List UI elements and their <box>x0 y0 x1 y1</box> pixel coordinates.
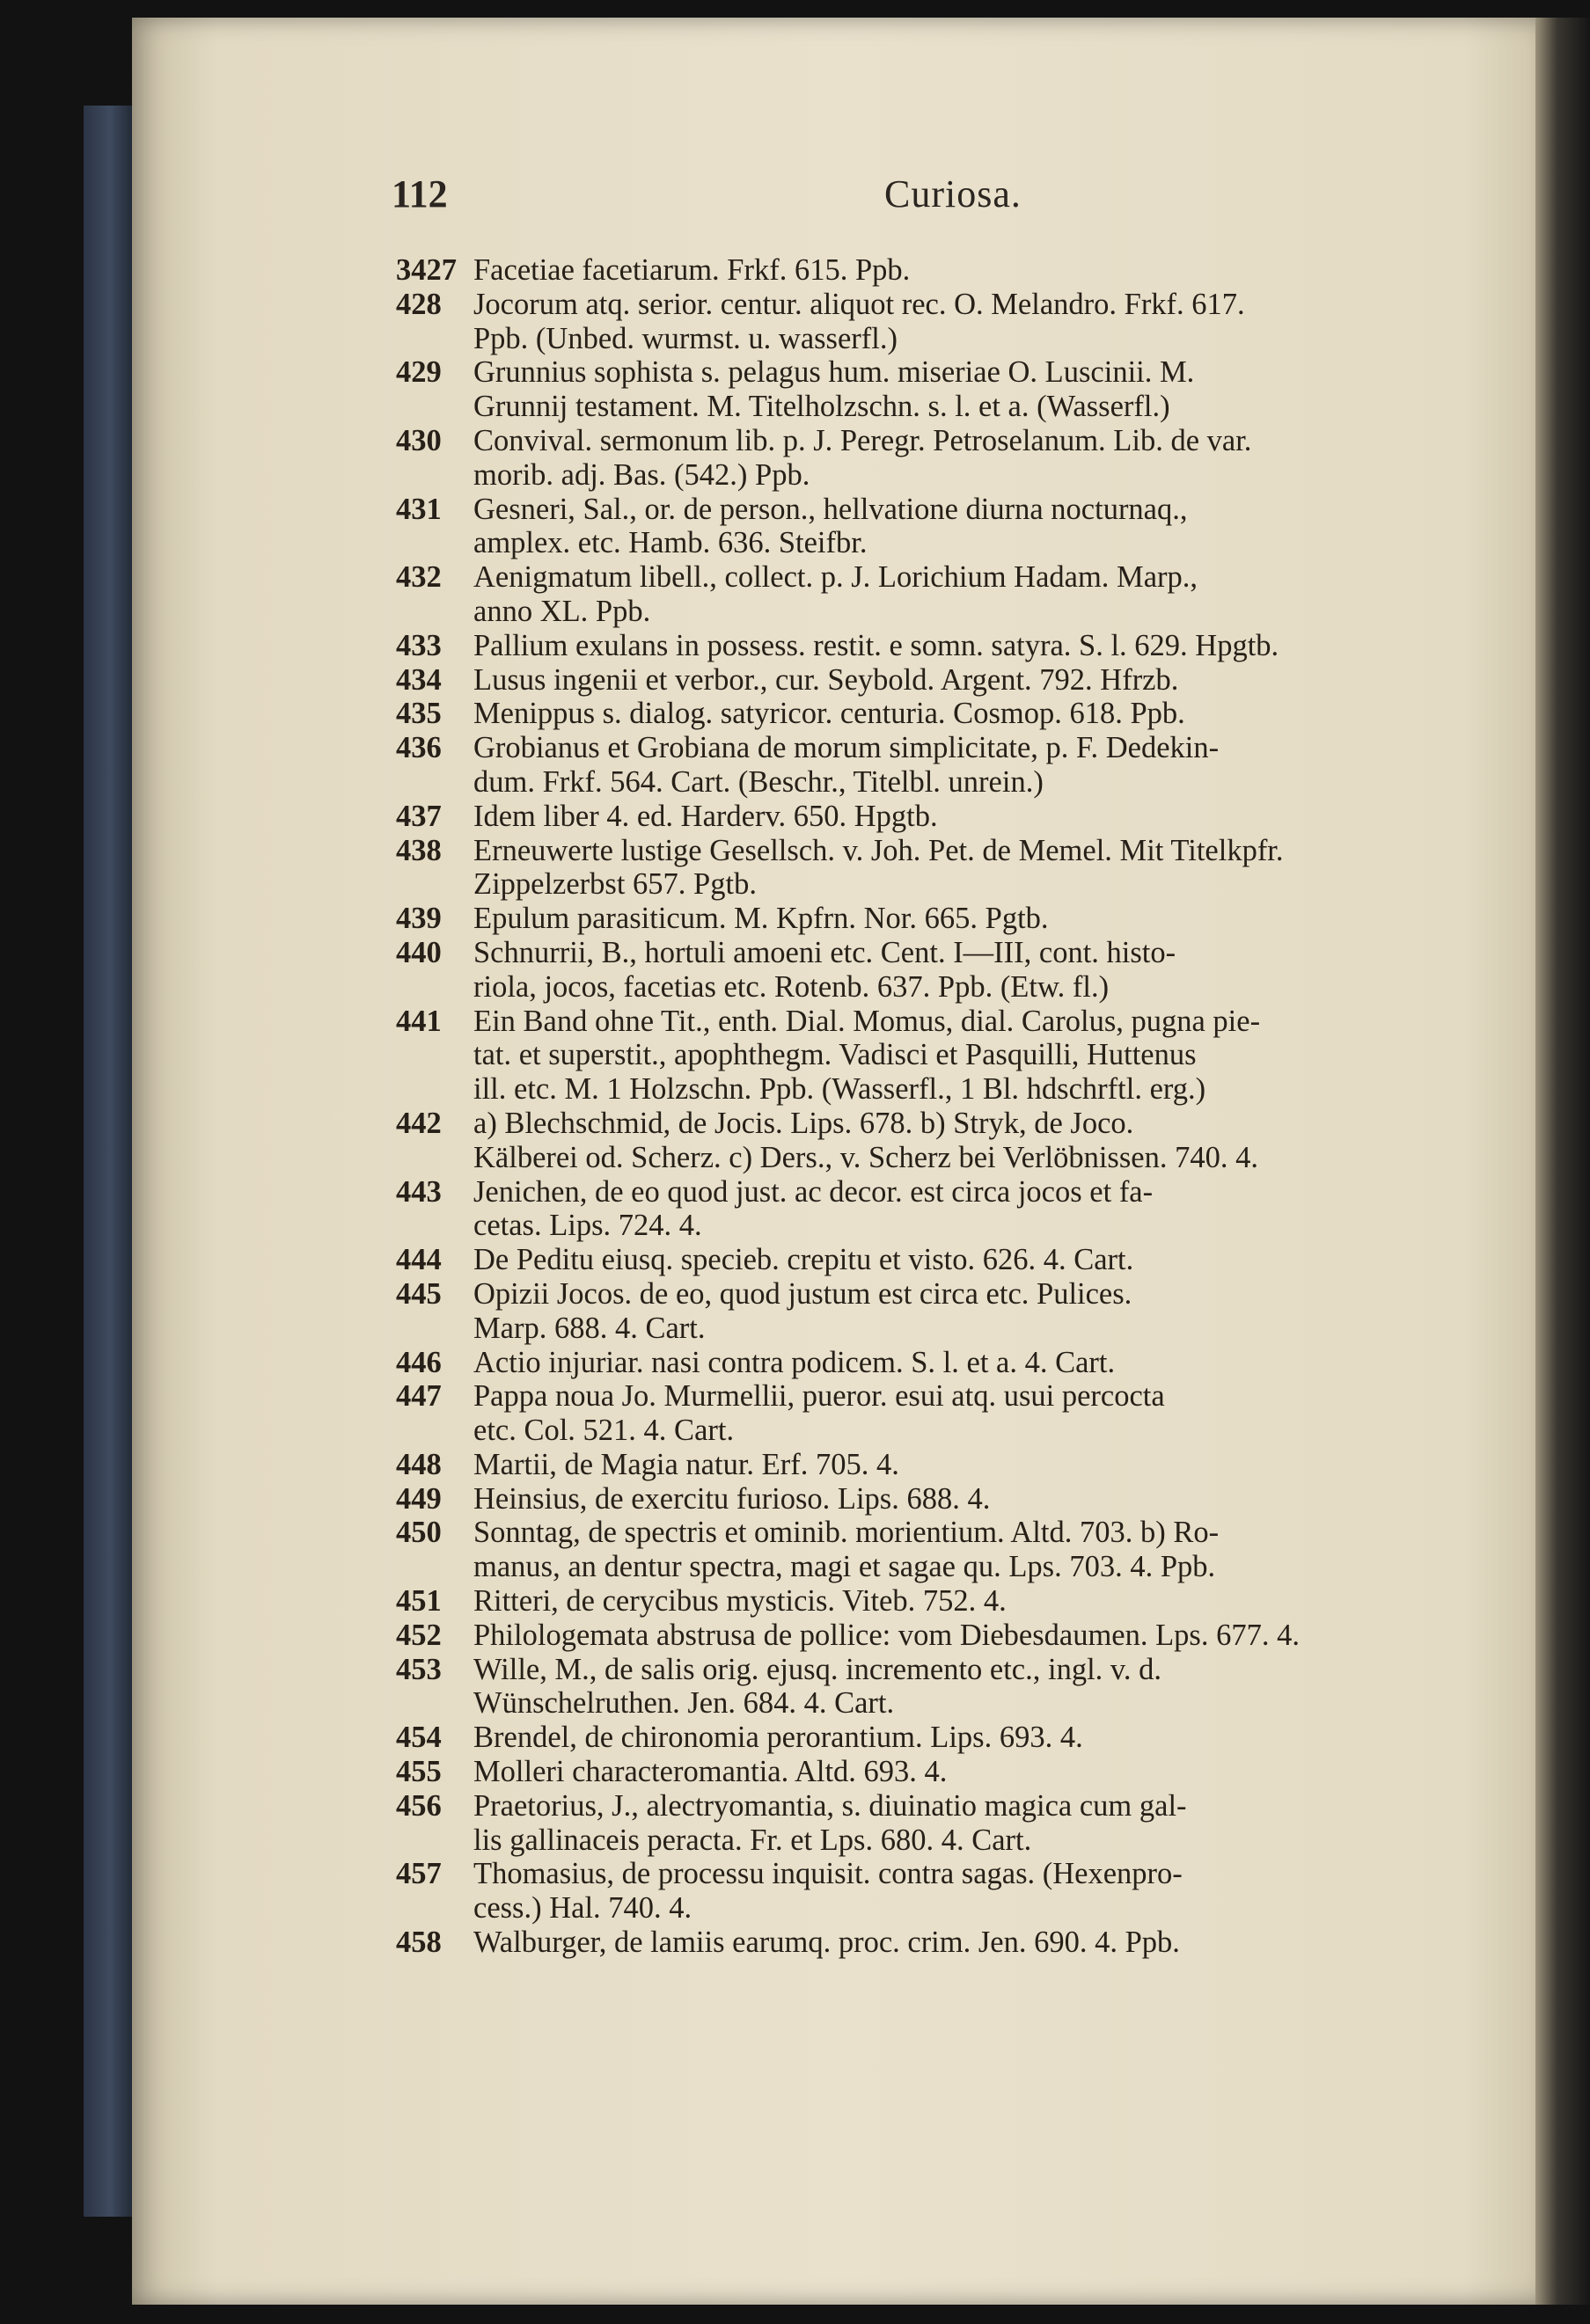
entry-line: Schnurrii, B., hortuli amoeni etc. Cent. I—III, cont. histo- <box>473 935 1176 969</box>
entry-line: Jenichen, de eo quod just. ac decor. est circa jocos et fa- <box>473 1174 1154 1209</box>
entry-line: riola, jocos, facetias etc. Rotenb. 637. Ppb. (Etw. fl.) <box>473 969 1110 1004</box>
entry-line: Lusus ingenii et verbor., cur. Seybold. Argent. 792. Hfrzb. <box>473 662 1179 697</box>
catalogue-entry <box>396 493 1496 561</box>
entry-line: Brendel, de chironomia perorantium. Lips. 693. 4. <box>473 1721 1083 1755</box>
catalogue-entry <box>396 1107 1496 1175</box>
entry-number: 435 <box>396 697 442 731</box>
entry-text <box>473 936 1496 1005</box>
entry-text <box>473 1789 1496 1858</box>
entry-number: 454 <box>396 1721 442 1755</box>
entry-line: Heinsius, de exercitu furioso. Lips. 688. 4. <box>473 1481 991 1516</box>
catalogue-entry <box>396 560 1496 629</box>
catalogue-entry <box>396 288 1496 356</box>
entry-text <box>473 1379 1496 1448</box>
entry-line: manus, an dentur spectra, magi et sagae qu. Lps. 703. 4. Ppb. <box>473 1550 1216 1584</box>
entry-line: a) Blechschmid, de Jocis. Lips. 678. b) Stryk, de Joco. <box>473 1106 1134 1140</box>
entry-line: Kälberei od. Scherz. c) Ders., v. Scherz bei Verlöbnissen. 740. 4. <box>473 1140 1258 1174</box>
entry-line: Walburger, de lamiis earumq. proc. crim. Jen. 690. 4. Ppb. <box>473 1926 1180 1960</box>
entry-line: ill. etc. M. 1 Holzschn. Ppb. (Wasserfl., 1 Bl. hdschrftl. erg.) <box>473 1072 1206 1107</box>
entry-number: 431 <box>396 492 442 526</box>
catalogue-entry <box>396 663 1496 698</box>
entry-text <box>473 1619 1496 1653</box>
entry-text <box>473 1516 1496 1584</box>
entry-line: Philologemata abstrusa de pollice: vom Diebesdaumen. Lps. 677. 4. <box>473 1618 1300 1652</box>
entry-text <box>473 629 1496 663</box>
entry-line: Grobianus et Grobiana de morum simplicitate, p. F. Dedekin- <box>473 731 1220 765</box>
catalogue-entry <box>396 1346 1496 1380</box>
entry-number: 436 <box>396 731 442 765</box>
entry-number: 452 <box>396 1618 442 1652</box>
entry-number: 438 <box>396 833 442 867</box>
entry-number: 432 <box>396 560 442 595</box>
entry-number: 451 <box>396 1584 442 1619</box>
catalogue-entry <box>396 731 1496 800</box>
catalogue-entry <box>396 936 1496 1005</box>
entry-text <box>473 1482 1496 1516</box>
entry-line: Menippus s. dialog. satyricor. centuria. Cosmop. 618. Ppb. <box>473 697 1185 731</box>
catalogue-entry <box>396 1005 1496 1107</box>
entry-line: Pallium exulans in possess. restit. e somn. satyra. S. l. 629. Hpgtb. <box>473 628 1279 662</box>
catalogue-entry <box>396 1379 1496 1448</box>
entry-number: 447 <box>396 1379 442 1414</box>
catalogue-entry <box>396 1619 1496 1653</box>
entry-text <box>473 424 1496 493</box>
catalogue-entry <box>396 902 1496 936</box>
entry-text <box>473 1926 1496 1960</box>
entry-number: 3427 <box>396 253 457 287</box>
entry-line: Gesneri, Sal., or. de person., hellvatione diurna nocturnaq., <box>473 492 1188 526</box>
entry-line: Thomasius, de processu inquisit. contra sagas. (Hexenpro- <box>473 1857 1183 1891</box>
entry-line: Actio injuriar. nasi contra podicem. S. l. et a. 4. Cart. <box>473 1345 1116 1379</box>
entry-line: Molleri characteromantia. Altd. 693. 4. <box>473 1755 948 1789</box>
entry-line: Grunnius sophista s. pelagus hum. miseriae O. Luscinii. M. <box>473 355 1195 390</box>
entry-number: 428 <box>396 287 442 321</box>
entry-number: 446 <box>396 1345 442 1379</box>
entry-line: Wünschelruthen. Jen. 684. 4. Cart. <box>473 1686 895 1721</box>
catalogue-entry <box>396 1755 1496 1789</box>
entry-number: 439 <box>396 902 442 936</box>
entry-number: 429 <box>396 355 442 390</box>
entry-text <box>473 902 1496 936</box>
catalogue-entry <box>396 1721 1496 1755</box>
entry-number: 433 <box>396 628 442 662</box>
entry-text <box>473 1448 1496 1482</box>
entry-line: Wille, M., de salis orig. ejusq. incremento etc., ingl. v. d. <box>473 1652 1162 1686</box>
catalogue-entry <box>396 424 1496 493</box>
entry-number: 458 <box>396 1926 442 1960</box>
entry-line: tat. et superstit., apophthegm. Vadisci et Pasquilli, Huttenus <box>473 1038 1197 1072</box>
entry-number: 441 <box>396 1004 442 1038</box>
entry-number: 430 <box>396 423 442 457</box>
entry-line: Convival. sermonum lib. p. J. Peregr. Petroselanum. Lib. de var. <box>473 423 1252 457</box>
page-gutter-shadow <box>1535 18 1590 2305</box>
entry-line: Sonntag, de spectris et ominib. morientium. Altd. 703. b) Ro- <box>473 1516 1220 1550</box>
entry-text <box>473 1584 1496 1619</box>
entry-line: De Peditu eiusq. specieb. crepitu et visto. 626. 4. Cart. <box>473 1243 1134 1277</box>
catalogue-entries <box>396 253 1496 1960</box>
entry-line: Martii, de Magia natur. Erf. 705. 4. <box>473 1447 899 1481</box>
entry-line: amplex. etc. Hamb. 636. Steifbr. <box>473 526 868 560</box>
entry-line: Opizii Jocos. de eo, quod justum est circa etc. Pulices. <box>473 1276 1132 1311</box>
entry-line: Zippelzerbst 657. Pgtb. <box>473 867 757 902</box>
entry-line: Erneuwerte lustige Gesellsch. v. Joh. Pet. de Memel. Mit Titelkpfr. <box>473 833 1284 867</box>
catalogue-entry <box>396 1857 1496 1926</box>
entry-line: dum. Frkf. 564. Cart. (Beschr., Titelbl. unrein.) <box>473 764 1044 799</box>
book-spine-edge <box>84 106 136 2217</box>
entry-number: 445 <box>396 1276 442 1311</box>
entry-line: Epulum parasiticum. M. Kpfrn. Nor. 665. Pgtb. <box>473 902 1049 936</box>
entry-number: 440 <box>396 935 442 969</box>
catalogue-entry <box>396 800 1496 834</box>
entry-text <box>473 493 1496 561</box>
running-head: Curiosa. <box>884 172 1022 216</box>
entry-line: cetas. Lips. 724. 4. <box>473 1209 702 1243</box>
entry-line: anno XL. Ppb. <box>473 594 651 628</box>
entry-text <box>473 560 1496 629</box>
entry-number: 453 <box>396 1652 442 1686</box>
entry-line: Grunnij testament. M. Titelholzschn. s. l. et a. (Wasserfl.) <box>473 390 1170 424</box>
entry-line: Marp. 688. 4. Cart. <box>473 1311 706 1345</box>
entry-number: 437 <box>396 799 442 833</box>
entry-line: Facetiae facetiarum. Frkf. 615. Ppb. <box>473 253 911 287</box>
entry-text <box>473 663 1496 698</box>
entry-number: 450 <box>396 1516 442 1550</box>
entry-line: lis gallinaceis peracta. Fr. et Lps. 680. 4. Cart. <box>473 1823 1032 1857</box>
entry-number: 457 <box>396 1857 442 1891</box>
entry-number: 448 <box>396 1447 442 1481</box>
entry-text <box>473 1107 1496 1175</box>
catalogue-entry <box>396 1584 1496 1619</box>
entry-number: 443 <box>396 1174 442 1209</box>
entry-text <box>473 1243 1496 1277</box>
entry-line: Ein Band ohne Tit., enth. Dial. Momus, dial. Carolus, pugna pie- <box>473 1004 1261 1038</box>
entry-text <box>473 1005 1496 1107</box>
catalogue-entry <box>396 629 1496 663</box>
entry-text <box>473 1857 1496 1926</box>
catalogue-entry <box>396 834 1496 903</box>
catalogue-entry <box>396 1175 1496 1244</box>
entry-line: Jocorum atq. serior. centur. aliquot rec. O. Melandro. Frkf. 617. <box>473 287 1245 321</box>
entry-line: Aenigmatum libell., collect. p. J. Lorichium Hadam. Marp., <box>473 560 1198 595</box>
entry-text <box>473 1755 1496 1789</box>
entry-text <box>473 288 1496 356</box>
page-header <box>392 172 1496 224</box>
entry-number: 456 <box>396 1788 442 1823</box>
entry-text <box>473 1346 1496 1380</box>
catalogue-entry <box>396 1789 1496 1858</box>
catalogue-entry <box>396 1516 1496 1584</box>
entry-number: 442 <box>396 1106 442 1140</box>
entry-text <box>473 800 1496 834</box>
entry-number: 449 <box>396 1481 442 1516</box>
entry-line: morib. adj. Bas. (542.) Ppb. <box>473 457 810 492</box>
page-number: 112 <box>392 172 448 216</box>
entry-number: 444 <box>396 1243 442 1277</box>
catalogue-entry <box>396 697 1496 731</box>
entry-line: Ritteri, de cerycibus mysticis. Viteb. 752. 4. <box>473 1584 1007 1619</box>
entry-line: Ppb. (Unbed. wurmst. u. wasserfl.) <box>473 321 898 355</box>
catalogue-entry <box>396 1277 1496 1346</box>
entry-line: Pappa noua Jo. Murmellii, pueror. esui atq. usui percocta <box>473 1379 1165 1414</box>
catalogue-entry <box>396 355 1496 424</box>
entry-text <box>473 355 1496 424</box>
entry-line: cess.) Hal. 740. 4. <box>473 1891 692 1926</box>
entry-text <box>473 1653 1496 1721</box>
catalogue-entry <box>396 253 1496 288</box>
entry-text <box>473 834 1496 903</box>
catalogue-entry <box>396 1243 1496 1277</box>
entry-line: Praetorius, J., alectryomantia, s. diuinatio magica cum gal- <box>473 1788 1187 1823</box>
entry-text <box>473 253 1496 288</box>
entry-number: 434 <box>396 662 442 697</box>
entry-text <box>473 1175 1496 1244</box>
entry-text <box>473 697 1496 731</box>
catalogue-entry <box>396 1448 1496 1482</box>
entry-line: Idem liber 4. ed. Harderv. 650. Hpgtb. <box>473 799 938 833</box>
catalogue-entry <box>396 1653 1496 1721</box>
entry-text <box>473 1277 1496 1346</box>
catalogue-entry <box>396 1926 1496 1960</box>
entry-text <box>473 1721 1496 1755</box>
entry-number: 455 <box>396 1755 442 1789</box>
entry-text <box>473 731 1496 800</box>
catalogue-entry <box>396 1482 1496 1516</box>
entry-line: etc. Col. 521. 4. Cart. <box>473 1414 735 1448</box>
